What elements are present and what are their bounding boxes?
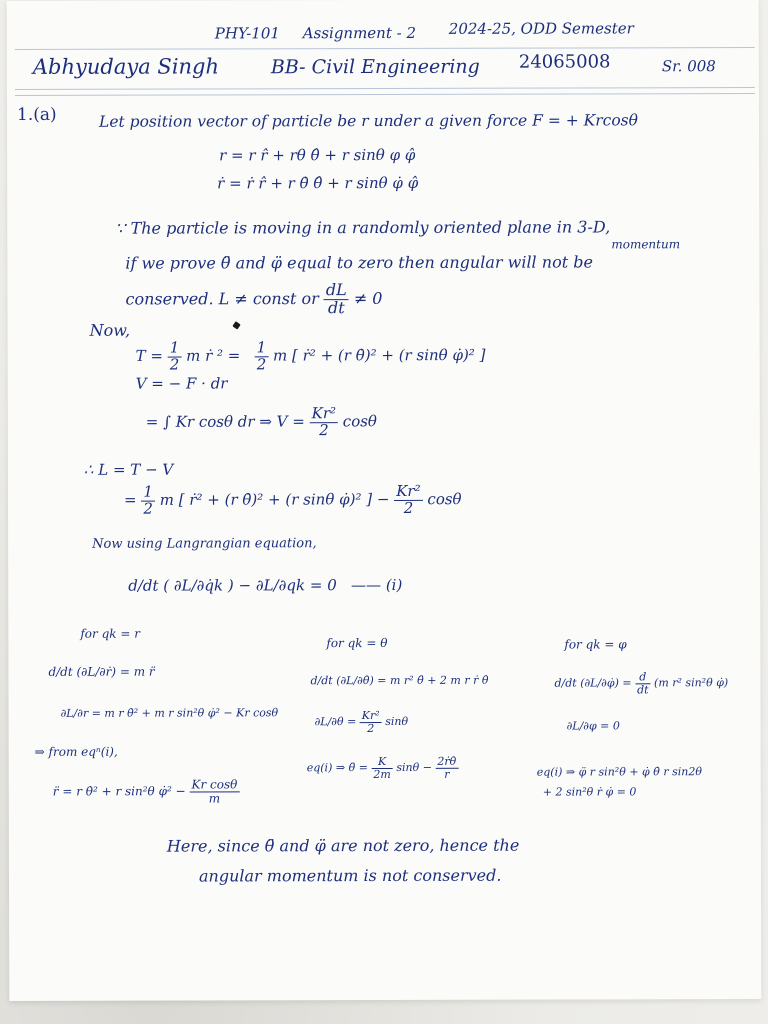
lagrangian-expanded <box>123 481 462 518</box>
now-label: Now, <box>89 320 131 340</box>
case-theta-fraction-2: $\frac{K}{2m}$ <box>371 756 393 780</box>
potential-eq-2-end: cosθ <box>342 412 377 431</box>
position-vector-eq: r = r r̂ + rθ θ̂ + r sinθ φ φ̂ <box>219 145 416 165</box>
handwritten-page <box>7 0 762 1001</box>
lagrange-eq-number: —— (i) <box>351 575 403 595</box>
course-code: PHY-101 <box>214 24 280 43</box>
half-fraction-3: $\frac{1}{2}$ <box>143 482 153 518</box>
case-theta-line-3 <box>307 756 459 780</box>
session: 2024-25, ODD Semester <box>448 19 634 38</box>
case-r-line-2: ∂L/∂r = m r θ̇² + m r sin²θ φ̇² − Kr cosθ <box>60 706 279 720</box>
half-fraction-2: $\frac{1}{2}$ <box>256 338 267 374</box>
case-phi-title: for qk = φ <box>564 637 627 652</box>
case-r-line-4 <box>53 778 240 805</box>
roll-number: 24065008 <box>518 51 611 73</box>
potential-eq-2-text: = ∫ Kr cosθ dr ⇒ V = <box>145 412 305 431</box>
statement-insert: momentum <box>611 237 681 252</box>
case-phi-line-2: ∂L/∂φ = 0 <box>566 719 620 733</box>
serial-number: Sr. 008 <box>661 57 716 76</box>
lagrange-intro: Now using Langrangian equation, <box>92 536 317 552</box>
lagrange-eq-part-b: − ∂L/∂qk = 0 <box>238 576 337 595</box>
student-name: Abhyudaya Singh <box>32 54 220 79</box>
potential-eq-1: V = − F · dr <box>135 374 228 393</box>
case-phi-line-1-text: d/dt (∂L/∂φ̇) = <box>554 676 632 690</box>
kinetic-rhs: m [ ṙ² + (r θ̇)² + (r sinθ φ̇)² ] <box>272 345 486 365</box>
ruled-line <box>15 87 755 90</box>
case-theta-fraction: $\frac{\text{Kr²}}{2}$ <box>360 710 382 734</box>
ruled-line <box>15 47 755 50</box>
kinetic-lhs: T = <box>135 346 163 365</box>
case-theta-line-1: d/dt (∂L/∂θ̇) = m r² θ̈ + 2 m r ṙ θ̇ <box>310 673 489 688</box>
lagrange-equation <box>128 576 402 595</box>
lagrange-eq-part-a: d/dt ( ∂L/∂q̇k ) <box>128 576 234 595</box>
potential-fraction: $\frac{\text{Kr²}}{2}$ <box>310 406 338 439</box>
statement-line-1: ∵ The particle is moving in a randomly oriented plane in 3-D, <box>115 217 611 238</box>
statement-line-2-end: will not be <box>507 252 593 272</box>
case-theta-line-2-end: sinθ <box>385 714 409 729</box>
case-phi-line-1-end: (m r² sin²θ φ̇) <box>654 676 729 690</box>
case-phi-line-1 <box>554 671 728 696</box>
statement-line-2-text: if we prove θ̈ and φ̈ equal to zero then angular <box>125 252 503 273</box>
half-fraction: $\frac{1}{2}$ <box>169 338 180 374</box>
conclusion-line-1: Here, since θ̈ and φ̈ are not zero, hence the <box>166 835 520 856</box>
case-theta-fraction-3: $\frac{\text{2ṙθ̇}}{r}$ <box>435 756 458 780</box>
case-phi-fraction: $\frac{d}{dt}$ <box>635 671 651 695</box>
lagrangian-mid: m [ ṙ² + (r θ̇)² + (r sinθ φ̇)² ] − <box>159 490 390 509</box>
case-theta-title: for qk = θ <box>326 635 388 651</box>
case-phi-line-3: eq(i) ⇒ φ̈ r sin²θ + φ̇ θ̇ r sin2θ <box>536 765 702 779</box>
case-theta-line-3-mid: sinθ − <box>396 760 432 775</box>
velocity-vector-eq: ṙ = ṙ r̂ + r θ̇ θ̂ + r sinθ φ̇ φ̂ <box>217 173 419 193</box>
conclusion-line-2: angular momentum is not conserved. <box>198 865 502 886</box>
dl-dt-fraction: $\frac{dL}{dt}$ <box>324 282 349 317</box>
lagrangian-def: ∴ L = T − V <box>83 460 174 479</box>
branch: BB- Civil Engineering <box>270 55 480 79</box>
case-r-line-3: ⇒ from eqⁿ(i), <box>34 744 118 759</box>
assignment-title: Assignment - 2 <box>302 23 417 43</box>
ruled-line <box>15 93 755 96</box>
lagrangian-eq-sign: = <box>123 490 137 509</box>
case-phi-line-4: + 2 sin²θ ṙ φ̇ = 0 <box>542 785 637 799</box>
case-r-fraction: $\frac{\text{Kr cosθ}}{m}$ <box>189 778 239 804</box>
case-theta-line-2 <box>315 710 409 734</box>
kinetic-energy-eq <box>136 340 486 373</box>
kinetic-mid: m ṙ ² = <box>186 346 241 365</box>
statement-line-3-text: conserved. L ≠ const or <box>125 288 319 309</box>
ink-mark <box>232 321 240 329</box>
question-label: 1.(a) <box>16 104 57 125</box>
statement-line-2 <box>125 252 593 272</box>
case-r-line-4-text: r̈ = r θ̇² + r sin²θ φ̇² − <box>52 784 186 799</box>
lagrangian-potential-fraction: $\frac{\text{Kr²}}{2}$ <box>394 484 422 517</box>
potential-eq-2 <box>146 406 377 439</box>
case-theta-line-2-text: ∂L/∂θ = <box>314 715 357 729</box>
statement-line-3 <box>125 282 382 317</box>
statement-line-3-end: ≠ 0 <box>353 288 383 308</box>
case-theta-line-3-text: eq(i) ⇒ θ̈ = <box>306 761 368 775</box>
question-intro: Let position vector of particle be r under a given force F = + Krcosθ <box>98 111 638 131</box>
case-r-title: for qk = r <box>80 626 140 641</box>
lagrangian-end: cosθ <box>427 490 462 509</box>
case-r-line-1: d/dt (∂L/∂ṙ) = m r̈ <box>48 664 155 679</box>
